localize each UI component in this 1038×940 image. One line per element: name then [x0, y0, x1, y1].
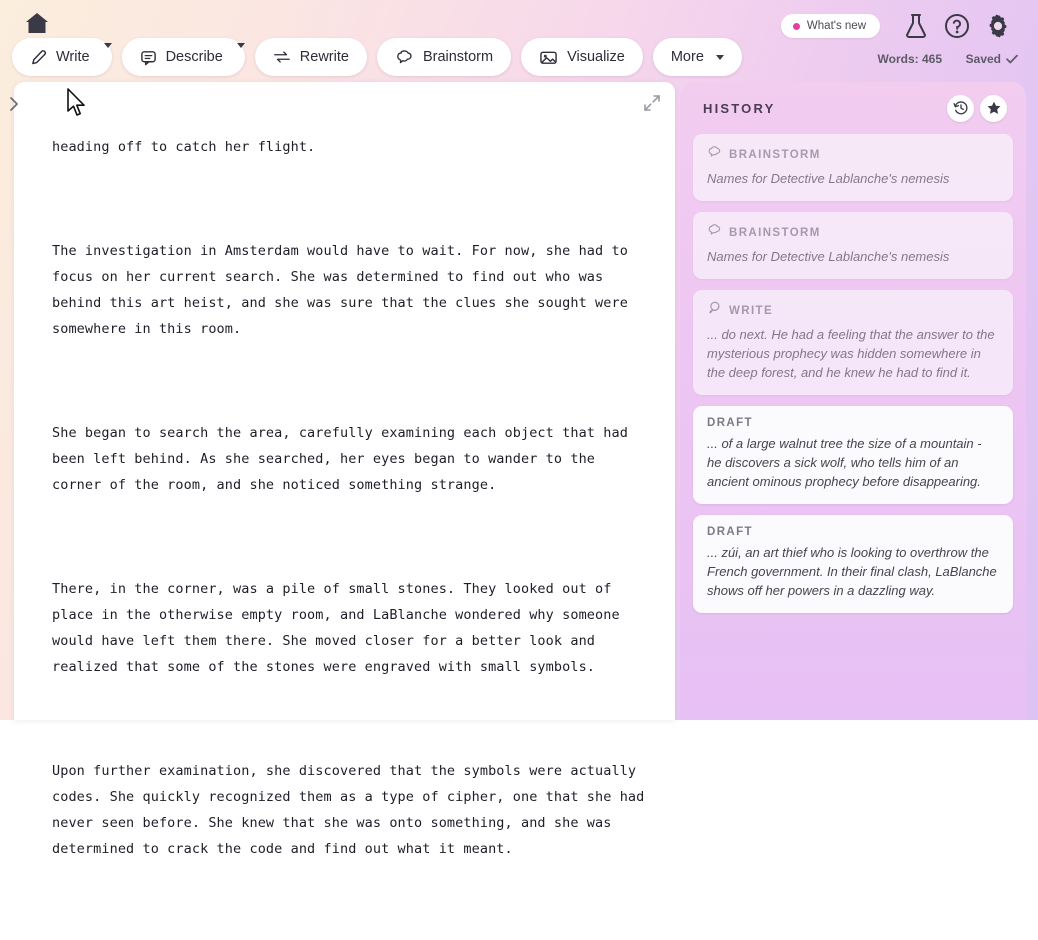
word-count: Words: 465 — [877, 52, 942, 66]
tool-visualize[interactable] — [521, 38, 643, 76]
chevron-down-icon — [716, 55, 724, 60]
save-status-label: Saved — [965, 52, 1001, 66]
beaker-icon[interactable] — [900, 10, 932, 42]
history-title: HISTORY — [703, 100, 776, 116]
toolbar-group-describe — [122, 38, 245, 76]
brainstorm-icon — [707, 223, 722, 242]
document-paragraph: She began to search the area, carefully examining each object that had been left behind. As she searched, her eyes began to wander to the corner of the room, and she noticed something strange. — [52, 425, 637, 493]
tool-more-label: More — [670, 49, 704, 65]
image-icon — [539, 49, 558, 66]
tool-brainstorm-label: Brainstorm — [422, 49, 494, 65]
tool-describe-label: Describe — [165, 49, 223, 65]
history-header — [693, 82, 1013, 134]
history-card-text: ... zúi, an art thief who is looking to overthrow the French government. In their final clash, LaBlanche shows off her powers in a dazzling way. — [707, 545, 997, 598]
history-card-type: BRAINSTORM — [729, 148, 821, 161]
toolbar — [12, 38, 742, 76]
tool-write-label: Write — [56, 49, 90, 65]
history-card-text: ... do next. He had a feeling that the answer to the mysterious prophecy was hidden somewhere in the deep forest, and he knew he had to find it. — [707, 327, 995, 380]
toolbar-group-write — [12, 38, 112, 76]
help-icon[interactable] — [941, 10, 973, 42]
history-card[interactable] — [693, 212, 1013, 279]
history-card-header — [707, 145, 999, 164]
chevron-right-icon — [8, 96, 20, 112]
tool-write-caret[interactable] — [104, 48, 112, 66]
whats-new-dot — [793, 23, 800, 30]
tool-more[interactable] — [653, 38, 742, 76]
tool-rewrite-label: Rewrite — [299, 49, 349, 65]
rewrite-icon — [273, 49, 291, 65]
brainstorm-icon — [707, 145, 722, 164]
history-card[interactable] — [693, 290, 1013, 395]
document-paragraph: Upon further examination, she discovered that the symbols were actually codes. She quickly recognized them as a type of cipher, one that she had never seen before. She knew that she was onto something, and she was determined to crack the code and find out what it meant. — [52, 763, 653, 857]
pen-icon — [30, 49, 47, 66]
gear-icon[interactable] — [982, 10, 1014, 42]
history-view-toggle — [947, 95, 1007, 122]
tool-brainstorm[interactable] — [377, 38, 511, 76]
tool-write[interactable] — [12, 38, 104, 76]
star-icon[interactable] — [980, 95, 1007, 122]
home-icon[interactable] — [22, 8, 52, 38]
history-card[interactable] — [693, 134, 1013, 201]
tool-rewrite[interactable] — [255, 38, 367, 76]
clock-history-icon[interactable] — [947, 95, 974, 122]
tool-describe-caret[interactable] — [237, 48, 245, 66]
document-text[interactable] — [52, 82, 653, 857]
history-card[interactable] — [693, 406, 1013, 504]
history-card-text: ... of a large walnut tree the size of a mountain - he discovers a sick wolf, who tells him of an ancient ominous prophecy before disappearing. — [707, 436, 982, 489]
document-collapse-toggle[interactable] — [0, 82, 28, 720]
chevron-down-icon — [104, 43, 112, 65]
save-status — [966, 52, 1018, 66]
brainstorm-icon — [395, 49, 414, 66]
whats-new-label: What's new — [806, 20, 866, 32]
history-card-header — [707, 526, 999, 538]
history-panel — [680, 82, 1026, 720]
check-icon — [1006, 54, 1018, 64]
document-paragraph: There, in the corner, was a pile of small stones. They looked out of place in the otherwise empty room, and LaBlanche wondered why someone would have left them there. She moved closer for a better look and realized that some of the stones were engraved with small symbols. — [52, 581, 628, 675]
tool-describe[interactable] — [122, 38, 237, 76]
document-paragraph: The investigation in Amsterdam would have to wait. For now, she had to focus on her current search. She was determined to find out who was behind this art heist, and she was sure that the clues she sought were somewhere in this room. — [52, 243, 637, 337]
history-card-type: WRITE — [729, 304, 774, 317]
document-pane[interactable] — [14, 82, 675, 857]
whats-new-button[interactable] — [781, 14, 880, 38]
tool-visualize-label: Visualize — [567, 49, 625, 65]
chevron-down-icon — [237, 43, 245, 65]
document-paragraph: heading off to catch her flight. — [52, 139, 316, 155]
history-card-text: Names for Detective Lablanche's nemesis — [707, 249, 950, 264]
history-card[interactable] — [693, 515, 1013, 613]
history-card-header — [707, 223, 999, 242]
history-card-type: DRAFT — [707, 526, 753, 538]
history-card-type: BRAINSTORM — [729, 226, 821, 239]
history-card-header — [707, 417, 999, 429]
speech-bubble-icon — [140, 49, 157, 66]
history-card-header — [707, 301, 999, 320]
history-card-type: DRAFT — [707, 417, 753, 429]
history-card-text: Names for Detective Lablanche's nemesis — [707, 171, 950, 186]
pen-icon — [707, 301, 722, 320]
